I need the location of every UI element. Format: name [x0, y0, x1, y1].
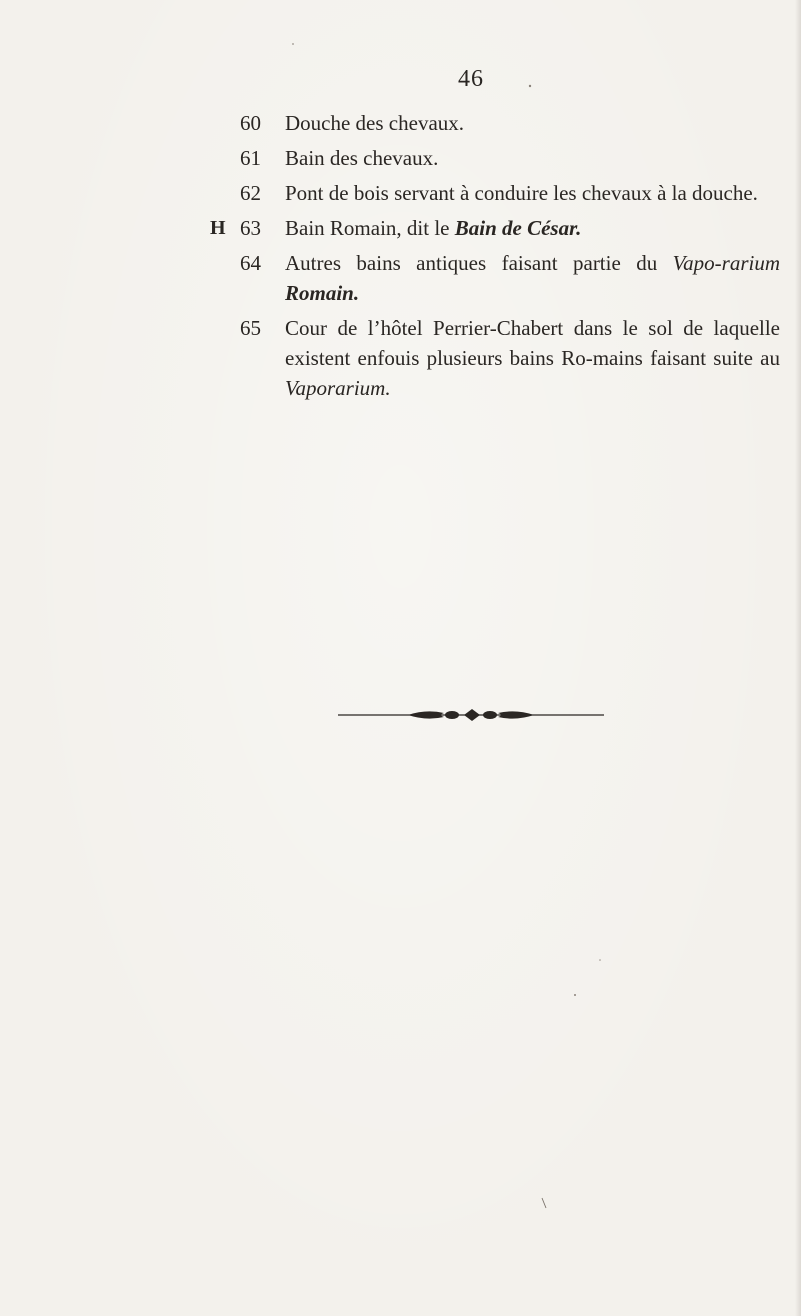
entry-text [285, 178, 780, 208]
entry-list [210, 108, 780, 408]
list-item [240, 248, 780, 308]
page-edge-shadow [795, 0, 801, 1316]
entry-text-segment: Pont de bois servant à conduire les chevaux à la douche. [285, 181, 758, 205]
entry-text-segment: Cour de l’hôtel Perrier-Chabert dans le sol de laquelle existent enfouis plusieurs bains Ro-mains faisant suite au [285, 316, 780, 370]
entry-text-segment-italic: Vaporarium. [285, 376, 391, 400]
paper-speck [542, 1198, 546, 1208]
ornament-left-bead [445, 711, 459, 719]
entry-number: 61 [240, 146, 261, 170]
entry-number: 64 [240, 251, 261, 275]
entry-text [285, 248, 780, 308]
list-item [210, 213, 780, 243]
entry-text [285, 213, 780, 243]
entry-marker: H [210, 217, 226, 239]
paper-speck [292, 43, 294, 45]
paper-speck [529, 85, 531, 87]
entry-text-segment-italic: Romain. [285, 281, 360, 305]
entry-number: 62 [240, 181, 261, 205]
page-number: 46 [458, 66, 484, 92]
list-item [240, 143, 780, 173]
entry-number: 65 [240, 316, 261, 340]
entry-text-segment-italic: Bain de César. [454, 216, 582, 240]
list-item [240, 108, 780, 138]
entry-number: 63 [240, 216, 261, 240]
ornament-right-leaf [498, 711, 534, 718]
entry-text-segment-italic: Vapo-rarium [672, 251, 780, 275]
entry-text-segment: Douche des chevaux. [285, 111, 465, 135]
paper-speck [574, 994, 576, 996]
entry-text [285, 313, 780, 403]
list-item [240, 313, 780, 403]
ornament-right-bead [483, 711, 497, 719]
entry-number: 60 [240, 111, 261, 135]
entry-text [285, 108, 780, 138]
list-item [240, 178, 780, 208]
ornament-center-diamond [464, 709, 480, 721]
ornament-left-leaf [408, 711, 444, 718]
paper-speck [599, 959, 601, 961]
decorative-rule-ornament [338, 705, 604, 725]
entry-text-segment: Bain des chevaux. [285, 146, 439, 170]
entry-text-segment: Bain Romain, dit le [285, 216, 455, 240]
entry-text [285, 143, 780, 173]
entry-text-segment: Autres bains antiques faisant partie du [285, 251, 673, 275]
